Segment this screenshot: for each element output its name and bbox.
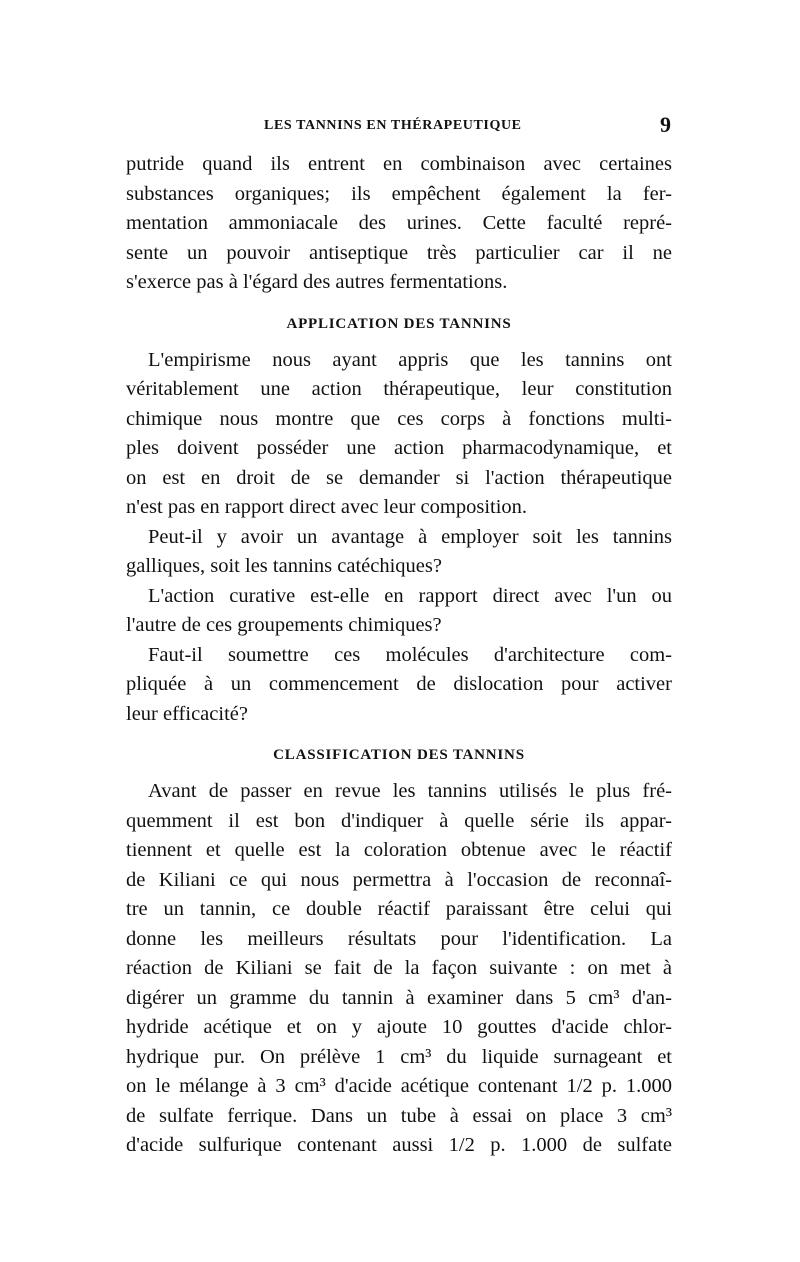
text-line: Peut-il y avoir un avantage à employer soit les tannins	[148, 525, 672, 548]
section-heading-classification: CLASSIFICATION DES TANNINS	[273, 747, 525, 763]
text-line: substances organiques; ils empêchent également la fer-	[126, 182, 672, 205]
text-line: tiennent et quelle est la coloration obtenue avec le réactif	[126, 839, 672, 861]
body-text	[126, 150, 672, 1161]
text-line: l'autre de ces groupements chimiques?	[126, 614, 442, 636]
text-line: sente un pouvoir antiseptique très particulier car il ne	[126, 241, 672, 264]
text-line: Faut-il soumettre ces molécules d'architecture com-	[148, 643, 672, 666]
text-line: chimique nous montre que ces corps à fonctions multi-	[126, 407, 672, 430]
text-line: d'acide sulfurique contenant aussi 1/2 p. 1.000 de sulfate	[126, 1134, 672, 1156]
text-line: de sulfate ferrique. Dans un tube à essai on place 3 cm³	[126, 1104, 672, 1127]
text-line: galliques, soit les tannins catéchiques?	[126, 555, 442, 577]
running-title: LES TANNINS EN THÉRAPEUTIQUE	[264, 118, 522, 133]
text-line: mentation ammoniacale des urines. Cette faculté repré-	[126, 212, 672, 234]
text-line: s'exerce pas à l'égard des autres fermentations.	[126, 271, 508, 293]
text-line: pliquée à un commencement de dislocation pour activer	[126, 673, 672, 695]
section-classification-body	[126, 777, 672, 1161]
section-heading-application: APPLICATION DES TANNINS	[286, 315, 512, 332]
text-line: hydride acétique et on y ajoute 10 gouttes d'acide chlor-	[126, 1016, 672, 1038]
text-line: hydrique pur. On prélève 1 cm³ du liquide surnageant et	[126, 1045, 672, 1068]
text-line: on est en droit de se demander si l'action thérapeutique	[126, 466, 672, 489]
text-line: tre un tannin, ce double réactif paraissant être celui qui	[126, 898, 672, 920]
text-line: donne les meilleurs résultats pour l'identification. La	[126, 927, 672, 950]
text-line: ples doivent posséder une action pharmacodynamique, et	[126, 437, 672, 459]
text-line: de Kiliani ce qui nous permettra à l'occasion de reconnaî-	[126, 868, 672, 891]
text-line: véritablement une action thérapeutique, leur constitution	[126, 378, 672, 400]
text-line: n'est pas en rapport direct avec leur composition.	[126, 496, 528, 518]
text-line: putride quand ils entrent en combinaison avec certaines	[126, 153, 672, 175]
text-line: L'empirisme nous ayant appris que les tannins ont	[148, 348, 672, 371]
section-application-body	[126, 346, 672, 730]
text-line: Avant de passer en revue les tannins utilisés le plus fré-	[148, 780, 672, 802]
page-number: 9	[660, 112, 671, 137]
intro-paragraph	[126, 150, 672, 298]
text-line: on le mélange à 3 cm³ d'acide acétique contenant 1/2 p. 1.000	[126, 1075, 672, 1097]
text-line: quemment il est bon d'indiquer à quelle série ils appar-	[126, 809, 672, 832]
running-head	[126, 112, 671, 140]
text-line: L'action curative est-elle en rapport direct avec l'un ou	[148, 584, 672, 607]
text-line: réaction de Kiliani se fait de la façon suivante : on met à	[126, 957, 672, 979]
text-line: digérer un gramme du tannin à examiner dans 5 cm³ d'an-	[126, 986, 672, 1009]
text-line: leur efficacité?	[126, 702, 248, 725]
